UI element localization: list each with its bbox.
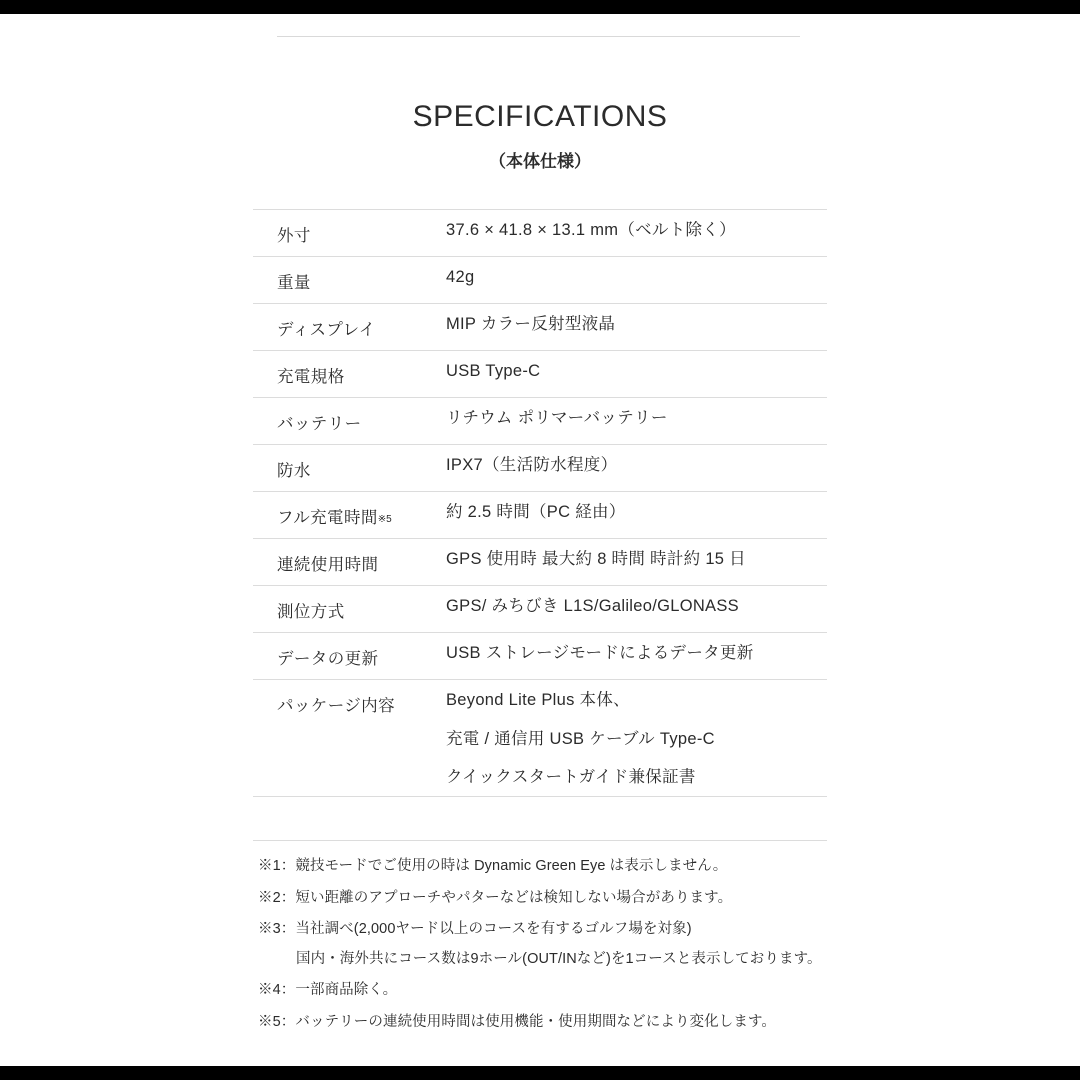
spec-value — [446, 398, 827, 437]
table-row — [253, 632, 827, 679]
footnote: ※5：バッテリーの連続使用時間は使用機能・使用期間などにより変化します。 — [258, 1013, 777, 1030]
spec-value-line: IPX7（生活防水程度） — [446, 456, 618, 474]
spec-value — [446, 492, 827, 531]
spec-value-line: USB ストレージモードによるデータ更新 — [446, 644, 754, 662]
table-row — [253, 209, 827, 256]
spec-value-line: 約 2.5 時間（PC 経由） — [446, 503, 626, 521]
top-divider — [277, 36, 800, 37]
spec-label: 防水 — [277, 462, 311, 480]
spec-value — [446, 633, 827, 672]
bottom-divider — [253, 840, 827, 841]
spec-label: 充電規格 — [277, 368, 345, 386]
spec-label: ディスプレイ — [277, 321, 376, 339]
page-subtitle: （本体仕様） — [489, 152, 591, 171]
spec-value-line: リチウム ポリマーバッテリー — [446, 409, 668, 427]
specifications-table — [253, 209, 827, 797]
footnote: ※3：当社調べ(2,000ヤード以上のコースを有するゴルフ場を対象) 国内・海外共にコース数は9ホール(OUT/INなど)を1コースと表示しております。 — [258, 922, 858, 966]
spec-label: データの更新 — [277, 650, 379, 668]
table-row — [253, 444, 827, 491]
footnote-continuation: 国内・海外共にコース数は9ホール(OUT/INなど)を1コースと表示しております。 — [296, 950, 822, 967]
spec-label: フル充電時間$^{※5}$ — [277, 509, 392, 527]
table-row — [253, 585, 827, 632]
spec-value — [446, 257, 827, 296]
footnotes-list — [258, 859, 858, 1046]
footnote: ※4：一部商品除く。 — [258, 982, 398, 998]
spec-value-line: MIP カラー反射型液晶 — [446, 315, 616, 333]
spec-value-line: 充電 / 通信用 USB ケーブル Type-C — [446, 729, 715, 748]
table-row — [253, 256, 827, 303]
spec-value — [446, 351, 827, 390]
spec-value-line: GPS 使用時 最大約 8 時間 時計約 15 日 — [446, 550, 746, 568]
spec-label-footnote-ref: ※5 — [377, 514, 392, 525]
spec-sheet-page — [0, 14, 1080, 1066]
spec-value — [446, 680, 827, 796]
spec-value-line: Beyond Lite Plus 本体、 — [446, 691, 630, 709]
table-row — [253, 679, 827, 797]
spec-label: パッケージ内容 — [277, 697, 395, 715]
spec-value-line: USB Type-C — [446, 362, 541, 380]
table-row — [253, 303, 827, 350]
table-row — [253, 491, 827, 538]
spec-label: バッテリー — [277, 415, 362, 433]
spec-value — [446, 445, 827, 484]
spec-value — [446, 586, 827, 625]
spec-label: 重量 — [277, 274, 311, 292]
spec-label: 連続使用時間 — [277, 556, 379, 574]
spec-label: 測位方式 — [277, 603, 345, 621]
spec-label: 外寸 — [277, 227, 311, 245]
spec-value-line: GPS/ みちびき L1S/Galileo/GLONASS — [446, 597, 739, 615]
spec-value-line: 42g — [446, 268, 475, 286]
table-row — [253, 350, 827, 397]
page-title: SPECIFICATIONS — [412, 100, 668, 133]
spec-value — [446, 304, 827, 343]
table-row — [253, 538, 827, 585]
footnote: ※1：競技モードでご使用の時は Dynamic Green Eye は表示しません。 — [258, 858, 728, 874]
spec-value — [446, 539, 827, 578]
spec-value-line: クイックスタートガイド兼保証書 — [446, 768, 696, 786]
spec-value — [446, 210, 827, 249]
table-row — [253, 397, 827, 444]
footnote: ※2：短い距離のアプローチやパターなどは検知しない場合があります。 — [258, 889, 733, 906]
spec-value-line: 37.6 × 41.8 × 13.1 mm（ベルト除く） — [446, 221, 736, 239]
